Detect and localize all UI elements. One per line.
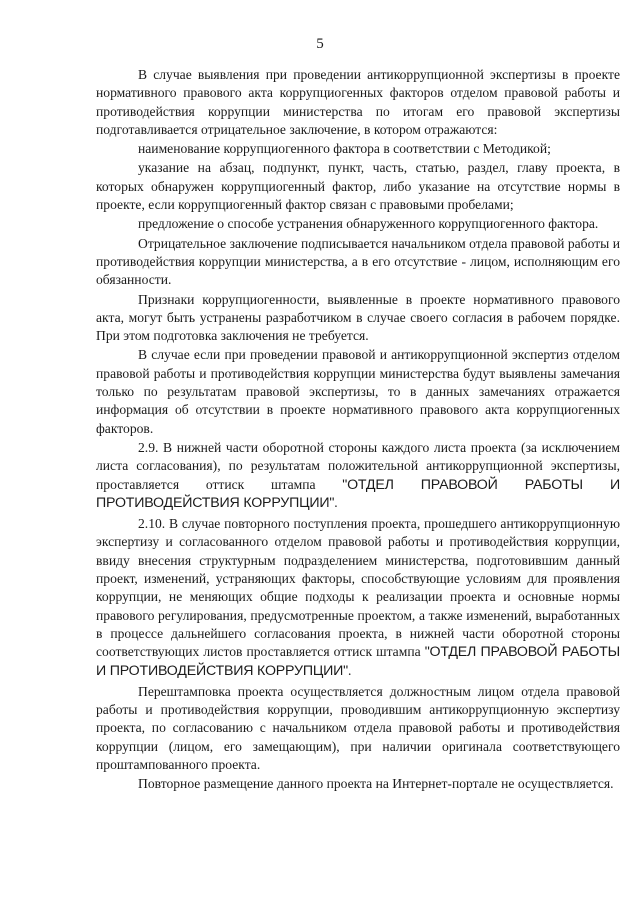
paragraph-factor-location: указание на абзац, подпункт, пункт, часть, статью, раздел, главу проекта, в которых обнаружен коррупциогенный фактор, либо указание на отсутствие нормы в проекте, если коррупциогенный фактор связан с правовыми пробелами; <box>96 160 620 213</box>
page-number: 5 <box>316 36 324 52</box>
clause-2-9-stamp: "ОТДЕЛ ПРАВОВОЙ РАБОТЫ И ПРОТИВОДЕЙСТВИЯ КОРРУПЦИИ" <box>96 476 620 511</box>
clause-2-10 <box>96 515 620 680</box>
clause-2-10-stamp: "ОТДЕЛ ПРАВОВОЙ РАБОТЫ И ПРОТИВОДЕЙСТВИЯ КОРРУПЦИИ" <box>96 644 620 679</box>
clause-2-10-end: . <box>347 662 352 678</box>
paragraph-restamping: Перештамповка проекта осуществляется должностным лицом отдела правовой работы и противодействия коррупции, проводившим антикоррупционную экспертизу проекта, по согласованию с начальником отдела правовой работы и противодействия коррупции (лицом, его замещающим), при наличии оригинала соответствующего проштампованного проекта. <box>96 683 620 772</box>
paragraph-legal-remarks: В случае если при проведении правовой и антикоррупционной экспертиз отделом правовой работы и противодействия коррупции министерства будут выявлены замечания только по результатам правовой экспертизы, то в данных замечаниях отражается информация об отсутствии в проекте нормативного правового акта коррупциогенных факторов. <box>96 347 620 436</box>
paragraph-elimination-proposal: предложение о способе устранения обнаруженного коррупциогенного фактора. <box>138 216 599 232</box>
paragraph-negative-conclusion: В случае выявления при проведении антикоррупционной экспертизы в проекте нормативного правового акта коррупциогенных факторов отделом правовой работы и противодействия коррупции министерства по итогам его правовой экспертизы подготавливается отрицательное заключение, в котором отражаются: <box>96 67 620 137</box>
document-body <box>96 66 620 795</box>
clause-2-9-end: . <box>334 494 338 510</box>
clause-2-9 <box>96 439 620 512</box>
paragraph-conclusion-signing: Отрицательное заключение подписывается начальником отдела правовой работы и противодействия коррупции министерства, а в его отсутствие - лицом, исполняющим его обязанности. <box>96 235 620 288</box>
paragraph-no-republication: Повторное размещение данного проекта на Интернет-портале не осуществляется. <box>138 776 614 792</box>
paragraph-corruption-signs: Признаки коррупциогенности, выявленные в проекте нормативного правового акта, могут быть устранены разработчиком в случае своего согласия в рабочем порядке. При этом подготовка заключения не требуется. <box>96 291 620 344</box>
clause-2-9-text: 2.9. В нижней части оборотной стороны каждого листа проекта (за исключением листа согласования), по результатам положительной антикоррупционной экспертизы, проставляется оттиск штампа <box>96 439 620 492</box>
paragraph-factor-name: наименование коррупциогенного фактора в соответствии с Методикой; <box>138 141 551 157</box>
clause-2-10-text: 2.10. В случае повторного поступления проекта, прошедшего антикоррупционную экспертизу и согласованного отделом правовой работы и противодействия коррупции, ввиду внесения структурным подразделением министерства, подготовившим данный проект, изменений, устраняющих факторы, способствующие условиям для проявления коррупции, не меняющих общие подходы к реализации проекта и основные нормы правового регулирования, предусмотренные проектом, а также изменений, выработанных в процессе дальнейшего согласования проекта, в нижней части оборотной стороны соответствующих листов проставляется оттиск штампа <box>96 516 620 660</box>
